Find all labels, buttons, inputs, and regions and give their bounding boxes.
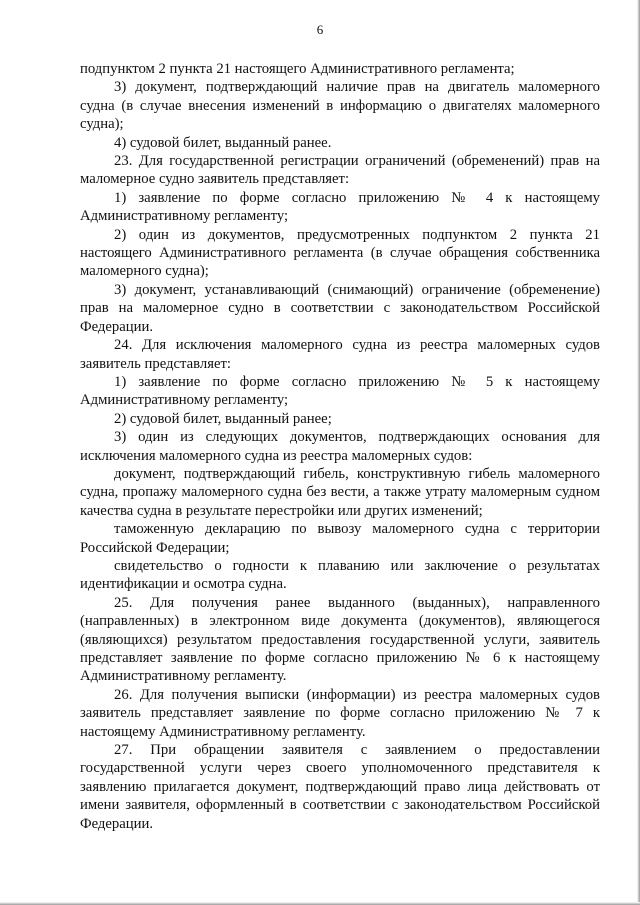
paragraph-continuation: подпунктом 2 пункта 21 настоящего Административного регламента;	[80, 61, 515, 77]
paragraph-23-item-1: 1) заявление по форме согласно приложению № 4 к настоящему Административному регламенту;	[80, 189, 600, 225]
paragraph-item-3-engine-rights: 3) документ, подтверждающий наличие прав на двигатель маломерного судна (в случае внесения изменений в информацию о двигателях маломерного судна);	[80, 79, 600, 133]
paragraph-23-item-2: 2) один из документов, предусмотренных подпунктом 2 пункта 21 настоящего Административного регламента (в случае обращения собственника маломерного судна);	[80, 226, 600, 280]
paragraph-section-23: 23. Для государственной регистрации ограничений (обременений) прав на маломерное судно заявитель представляет:	[80, 153, 600, 188]
paragraph-24-item-2: 2) судовой билет, выданный ранее;	[114, 410, 332, 427]
paragraph-section-26: 26. Для получения выписки (информации) из реестра маломерных судов заявитель представляет заявление по форме согласно приложению № 7 к настоящему Административному регламенту.	[80, 686, 600, 740]
page-number: 6	[316, 22, 324, 37]
paragraph-23-item-3: 3) документ, устанавливающий (снимающий) ограничение (обременение) прав на маломерное судно в соответствии с законодательством Российской Федерации.	[80, 281, 600, 335]
paragraph-24-doc-customs: таможенную декларацию по вывозу маломерного судна с территории Российской Федерации;	[80, 521, 600, 556]
paragraph-section-27: 27. При обращении заявителя с заявлением о предоставлении государственной услуги через своего уполномоченного представителя к заявлению прилагается документ, подтверждающий право лица действовать от имени заявителя, оформленный в соответствии с законодательством Российской Федерации.	[80, 742, 600, 832]
paragraph-section-25: 25. Для получения ранее выданного (выданных), направленного (направленных) в электронном виде документа (документов), являющегося (являющихся) результатом предоставления государственной услуги, заявитель представляет заявление по форме согласно приложению № 6 к настоящему Административному регламенту.	[80, 594, 600, 685]
paragraph-section-24: 24. Для исключения маломерного судна из реестра маломерных судов заявитель представляет:	[80, 337, 600, 372]
paragraph-24-item-3: 3) один из следующих документов, подтверждающих основания для исключения маломерного судна из реестра маломерных судов:	[80, 429, 600, 464]
paragraph-24-doc-loss: документ, подтверждающий гибель, конструктивную гибель маломерного судна, пропажу маломерного судна без вести, а также утрату маломерным судном качества судна в результате перестройки или других изменений;	[80, 465, 600, 519]
paragraph-24-doc-certificate: свидетельство о годности к плаванию или заключение о результатах идентификации и осмотра судна.	[80, 557, 600, 593]
paragraph-item-4-ship-ticket: 4) судовой билет, выданный ранее.	[114, 134, 332, 151]
document-body	[80, 60, 600, 833]
paragraph-24-item-1: 1) заявление по форме согласно приложению № 5 к настоящему Административному регламенту;	[80, 373, 600, 409]
